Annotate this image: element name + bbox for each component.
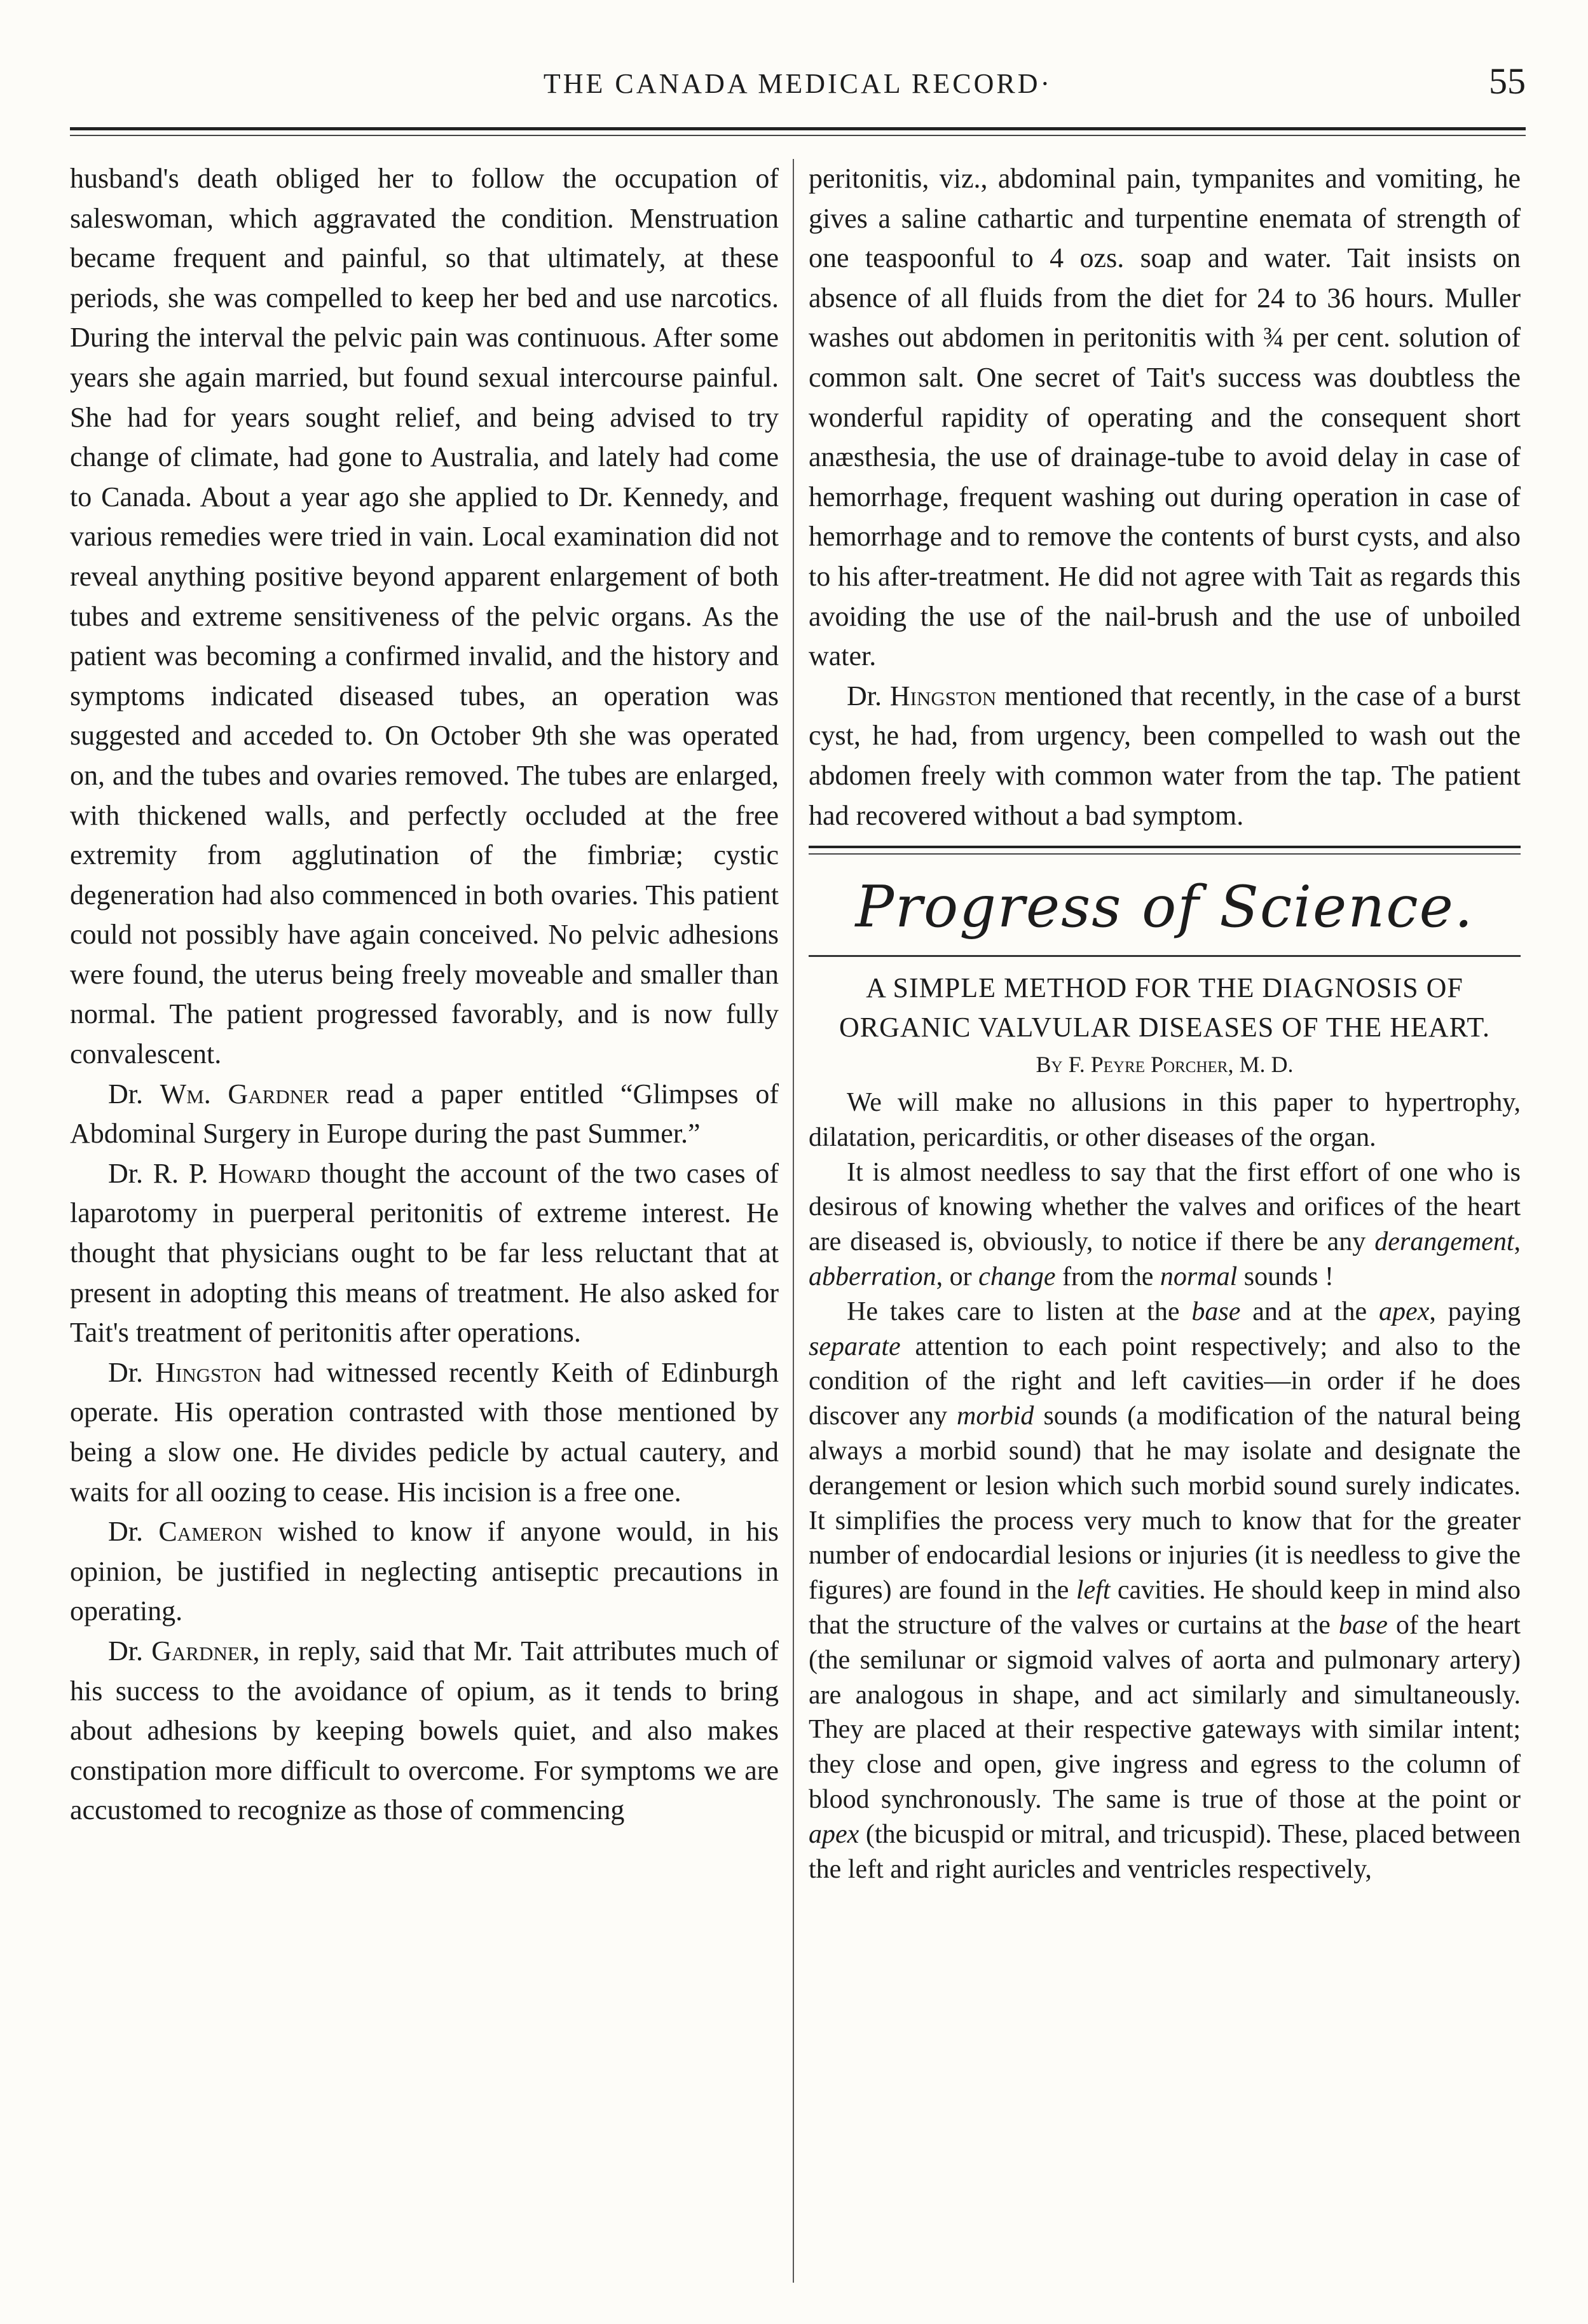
text-run: wished to know if anyone would, in his opinion, be justified in neglecting antiseptic precautions in operating. [70, 1516, 779, 1627]
speaker-name: Wm. Gardner [160, 1078, 329, 1110]
left-column [70, 159, 779, 2283]
section-heading-rule [809, 955, 1521, 957]
text-run: of the heart (the semilunar or sigmoid valves of aorta and pulmonary artery) are analogous in shape, and act similarly and simultaneously. They are placed at their respective gateways with similar intent; they close and open, give ingress and egress to the column of blood synchronously. The same is true of those at the point or [809, 1611, 1521, 1815]
header-rule [70, 127, 1526, 130]
section-heading: Progress of Science. [855, 874, 1474, 941]
paragraph [809, 1295, 1521, 1887]
text-run: (the bicuspid or mitral, and tricuspid). These, placed between the left and right auricles and ventricles respectively, [809, 1819, 1521, 1884]
italic-word: morbid [957, 1401, 1034, 1431]
byline: By F. Peyre Porcher, M. D. [1036, 1052, 1294, 1078]
text-run: thought the account of the two cases of laparotomy in puerperal peritonitis of extreme interest. He thought that physicians ought to be far less reluctant that at present in adopting this means of treatment. He also asked for Tait's treatment of peritonitis after operations. [70, 1157, 779, 1349]
italic-word: apex [809, 1819, 859, 1849]
text-run: cavities. He should keep in mind also that the structure of the valves or curtains at the [809, 1576, 1521, 1640]
text-run: , in reply, said that Mr. Tait attributes much of his success to the avoidance of opium, as it tends to bring about adhesions by keeping bowels quiet, and also makes constipation more difficult to overcome. For symptoms we are accustomed to recognize as those of commencing [70, 1635, 779, 1826]
speaker-name: Gardner [151, 1635, 253, 1667]
text-run: He takes care to listen at the [847, 1296, 1192, 1326]
paragraph: peritonitis, viz., abdominal pain, tympanites and vomiting, he gives a saline cathartic and turpentine enemata of strength of one teaspoonful to 4 ozs. soap and water. Tait insists on absence of all fluids from the diet for 24 to 36 hours. Muller washes out abdomen in peritonitis with ¾ per cent. solution of common salt. One secret of Tait's success was doubtless the wonderful rapidity of operating and the consequent short anæsthesia, the use of drainage-tube to avoid delay in case of hemorrhage, frequent washing out during operation in case of hemorrhage and to remove the contents of burst cysts, and also to his after-treatment. He did not agree with Tait as regards this avoiding the use of the nail-brush and the use of unboiled water. [809, 163, 1521, 672]
paragraph: We will make no allusions in this paper to hypertrophy, dilatation, pericarditis, or other diseases of the organ. [809, 1088, 1521, 1152]
speaker-name: Cameron [158, 1516, 263, 1548]
italic-word: base [1191, 1296, 1241, 1326]
article-title: A SIMPLE METHOD FOR THE DIAGNOSIS OF ORGANIC VALVULAR DISEASES OF THE HEART. [838, 972, 1490, 1043]
right-column [809, 159, 1521, 2283]
text-run: attention to each point respectively; and also to the condition of the right and left cavities—in order if he does discover any [809, 1331, 1521, 1431]
italic-word: separate [809, 1331, 901, 1361]
text-run: read a paper entitled “Glimpses of Abdominal Surgery in Europe during the past Summer.” [70, 1078, 779, 1150]
text-run: Dr. R. P. [108, 1157, 219, 1189]
italic-word: base [1338, 1611, 1388, 1640]
text-run: sounds (a modification of the natural being always a morbid sound) that he may isolate and designate the derangement or lesion which such morbid sound surely indicates. It simplifies the process very much to know that for the greater number of endocardial lesions or injuries (it is needless to give the figures) are found in the [809, 1401, 1521, 1605]
text-run: Dr. [108, 1356, 156, 1388]
paragraph [809, 1155, 1521, 1295]
text-run: and at the [1240, 1296, 1379, 1326]
italic-word: change [978, 1262, 1056, 1292]
text-run: had witnessed recently Keith of Edinburgh operate. His operation contrasted with those mentioned by being a slow one. He divides pedicle by actual cautery, and waits for all oozing to cease. His incision is a free one. [70, 1356, 779, 1508]
speaker-name: Howard [218, 1157, 311, 1189]
paragraph [70, 1154, 779, 1353]
article-body [809, 1085, 1521, 1887]
page-number: 55 [1489, 60, 1526, 102]
italic-word: normal [1160, 1262, 1238, 1292]
column-divider [793, 159, 794, 2283]
text-run: from the [1055, 1262, 1160, 1292]
text-run: , or [936, 1262, 979, 1292]
speaker-name: Hingston [155, 1356, 262, 1388]
running-title: THE CANADA MEDICAL RECORD· [543, 68, 1053, 99]
text-run: It is almost needless to say that the first effort of one who is desirous of knowing whether the valves and orifices of the heart are diseased is, obviously, to notice if there be any [809, 1157, 1521, 1257]
paragraph [70, 1632, 779, 1831]
section-rule-thin [809, 853, 1521, 855]
text-run: Dr. [108, 1635, 152, 1667]
paragraph [70, 1353, 779, 1512]
section-rule [809, 846, 1521, 848]
italic-word: apex [1379, 1296, 1430, 1326]
text-run: sounds ! [1237, 1262, 1334, 1292]
text-run: Dr. [847, 680, 890, 712]
text-run: , paying [1429, 1296, 1521, 1326]
italic-word: derangement [1374, 1227, 1514, 1257]
text-run: Dr. [108, 1516, 159, 1548]
text-run: Dr. [108, 1078, 160, 1110]
header-rule-thin [70, 135, 1526, 136]
text-run: , [1514, 1227, 1521, 1257]
paragraph [70, 1075, 779, 1154]
paragraph [70, 1512, 779, 1632]
text-run: mentioned that recently, in the case of a burst cyst, he had, from urgency, been compelled to wash out the abdomen freely with common water from the tap. The patient had recovered without a bad symptom. [809, 680, 1521, 831]
speaker-name: Hingston [889, 680, 997, 712]
paragraph: husband's death obliged her to follow the occupation of saleswoman, which aggravated the condition. Menstruation became frequent and painful, so that ultimately, at these periods, she was compelled to keep her bed and use narcotics. During the interval the pelvic pain was continuous. After some years she again married, but found sexual intercourse painful. She had for years sought relief, and being advised to try change of climate, had gone to Australia, and lately had come to Canada. About a year ago she applied to Dr. Kennedy, and various remedies were tried in vain. Local examination did not reveal anything positive beyond apparent enlargement of both tubes and extreme sensitiveness of the pelvic organs. As the patient was becoming a confirmed invalid, and the history and symptoms indicated diseased tubes, an operation was suggested and acceded to. On October 9th she was operated on, and the tubes and ovaries removed. The tubes are enlarged, with thickened walls, and perfectly occluded at the free extremity from agglutination of the fimbriæ; cystic degeneration had also commenced in both ovaries. This patient could not possibly have again conceived. No pelvic adhesions were found, the uterus being freely moveable and smaller than normal. The patient progressed favorably, and is now fully convalescent. [70, 163, 779, 1070]
paragraph [809, 677, 1521, 835]
italic-word: abberration [809, 1262, 936, 1292]
page-header [70, 56, 1526, 107]
italic-word: left [1076, 1576, 1111, 1605]
